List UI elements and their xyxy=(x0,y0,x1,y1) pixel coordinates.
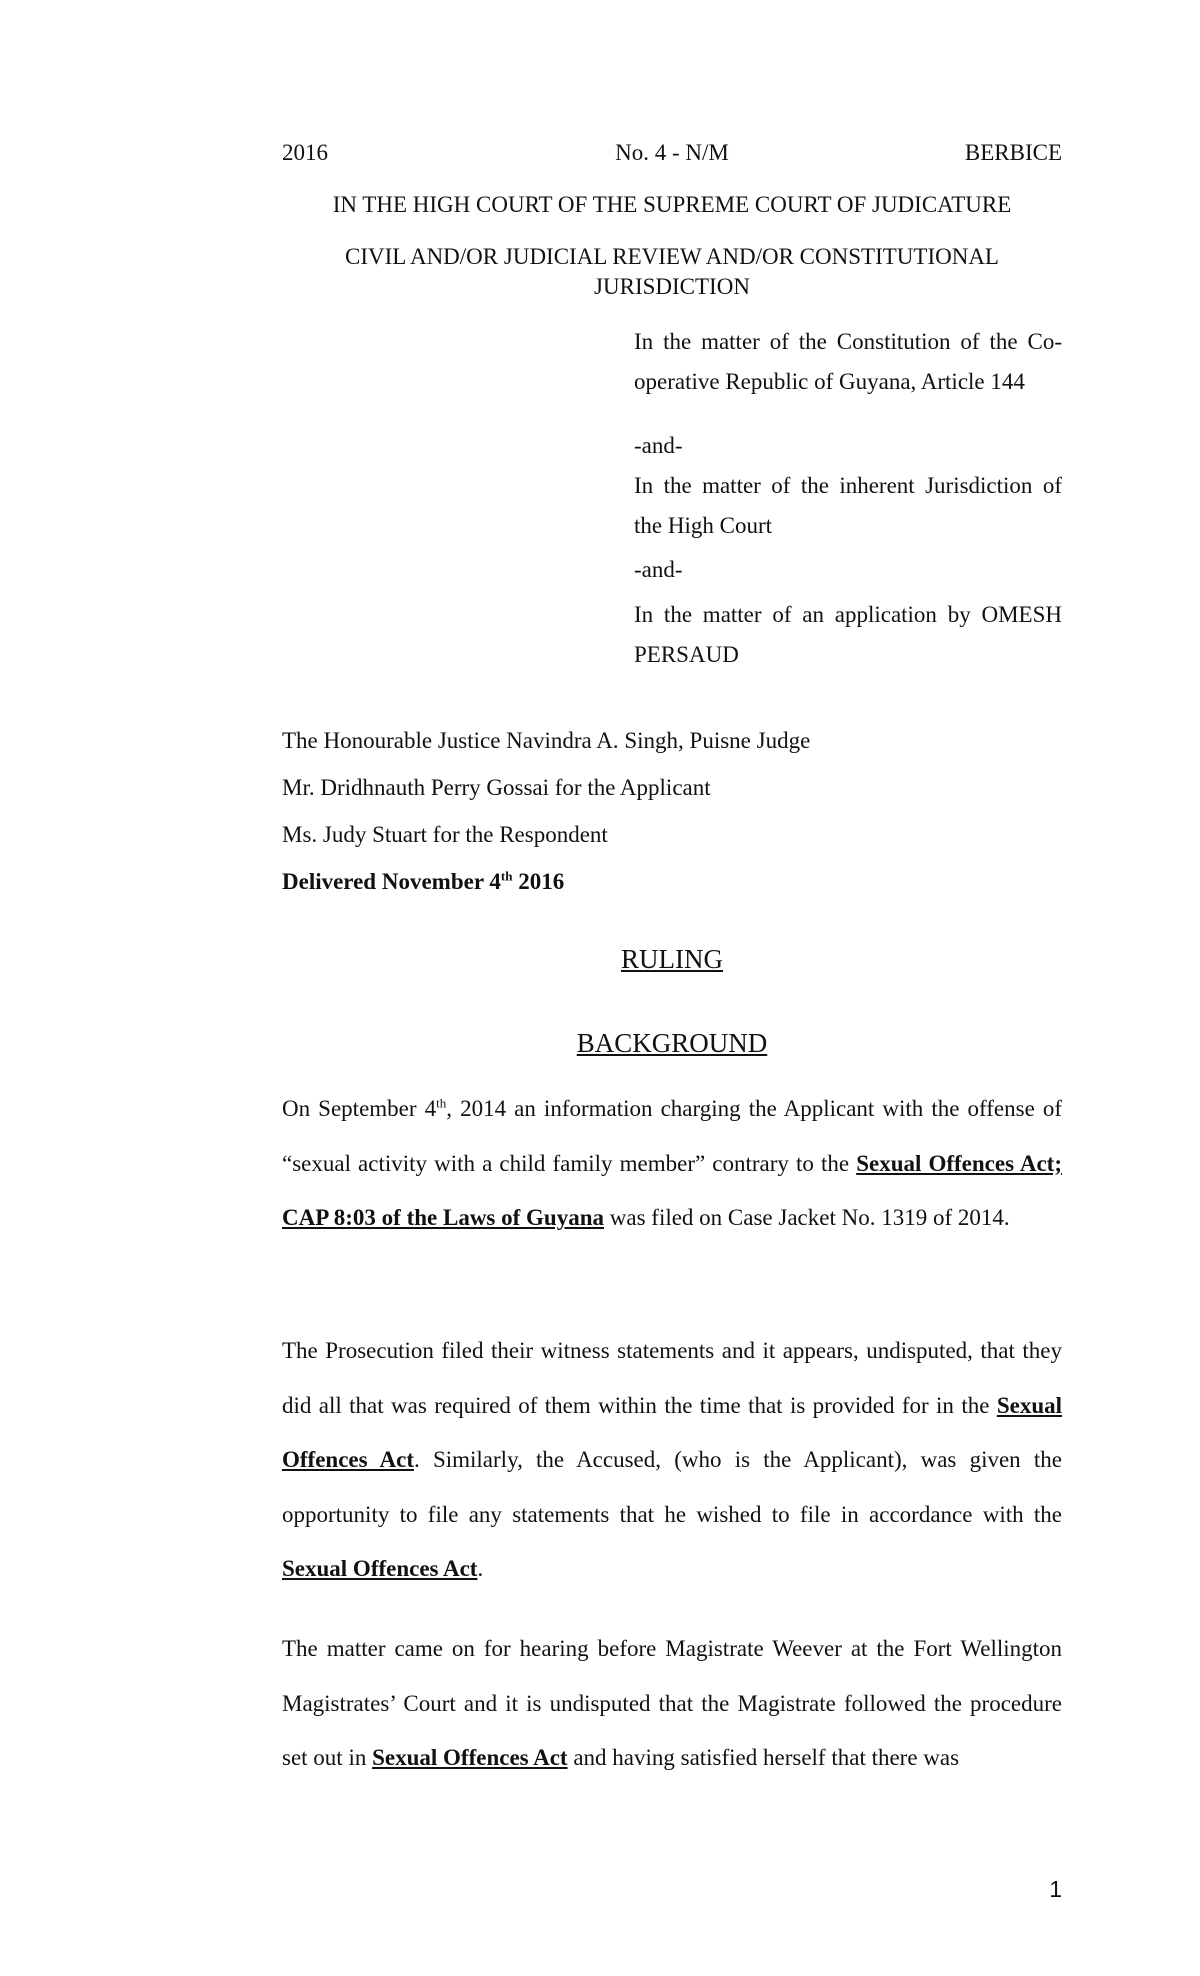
jurisdiction-line-2: JURISDICTION xyxy=(594,274,750,299)
case-number: No. 4 - N/M xyxy=(615,140,729,165)
case-location: BERBICE xyxy=(964,140,1062,165)
p3-text-a: The matter came on for hearing before Magistrate Weever at the Fort Wellington Magistrates’ Court and it is undisputed that the Magistrate followed the procedure set out in xyxy=(282,1636,1062,1770)
delivered-ordinal: th xyxy=(500,868,513,884)
page-number: 1 xyxy=(1049,1876,1062,1902)
paragraph-2 xyxy=(282,1324,1062,1597)
delivered-prefix: Delivered November 4 xyxy=(282,869,501,894)
applicant-counsel: Mr. Dridhnauth Perry Gossai for the Applicant xyxy=(282,775,711,800)
delivered-date xyxy=(282,869,564,895)
statute-reference: Sexual Offences Act; CAP 8:03 of the Laws of Guyana xyxy=(282,1150,1062,1230)
jurisdiction-line-1: CIVIL AND/OR JUDICIAL REVIEW AND/OR CONSTITUTIONAL xyxy=(345,244,999,269)
ruling-heading: RULING xyxy=(621,944,723,974)
statute-reference: Sexual Offences Act xyxy=(282,1392,1062,1472)
judge-name: The Honourable Justice Navindra A. Singh, Puisne Judge xyxy=(282,728,811,753)
respondent-counsel: Ms. Judy Stuart for the Respondent xyxy=(282,822,608,847)
court-title: IN THE HIGH COURT OF THE SUPREME COURT OF JUDICATURE xyxy=(332,192,1012,217)
matter-constitution: In the matter of the Constitution of the Co-operative Republic of Guyana, Article 144 xyxy=(634,329,1062,394)
paragraph-1 xyxy=(282,1082,1062,1246)
p1-text-c: was filed on Case Jacket No. 1319 of 2014. xyxy=(604,1205,1010,1230)
p3-text-b: and having satisfied herself that there was xyxy=(567,1745,960,1770)
p2-text-a: The Prosecution filed their witness statements and it appears, undisputed, that they did all that was required of them within the time that is provided for in the xyxy=(282,1338,1062,1418)
case-header xyxy=(282,140,1062,174)
matter-inherent-jurisdiction: In the matter of the inherent Jurisdiction of the High Court xyxy=(634,473,1062,538)
paragraph-3 xyxy=(282,1622,1062,1786)
p2-text-b: . Similarly, the Accused, (who is the Applicant), was given the opportunity to file any statements that he wished to file in accordance with the xyxy=(282,1447,1062,1527)
matter-application: In the matter of an application by OMESH PERSAUD xyxy=(634,602,1062,667)
p2-text-c: . xyxy=(477,1556,484,1581)
statute-reference: Sexual Offences Act xyxy=(282,1556,478,1581)
and-separator-2: -and- xyxy=(634,557,683,582)
delivered-suffix: 2016 xyxy=(512,869,565,894)
p1-text-b: , 2014 an information charging the Applicant with the offense of “sexual activity with a child family member” contrary to the xyxy=(282,1096,1063,1176)
and-separator-1: -and- xyxy=(634,433,683,458)
statute-reference: Sexual Offences Act xyxy=(372,1745,568,1770)
p1-ordinal: th xyxy=(436,1095,447,1111)
case-year: 2016 xyxy=(282,140,328,165)
p1-text-a: On September 4 xyxy=(282,1096,437,1121)
background-heading: BACKGROUND xyxy=(576,1028,768,1058)
